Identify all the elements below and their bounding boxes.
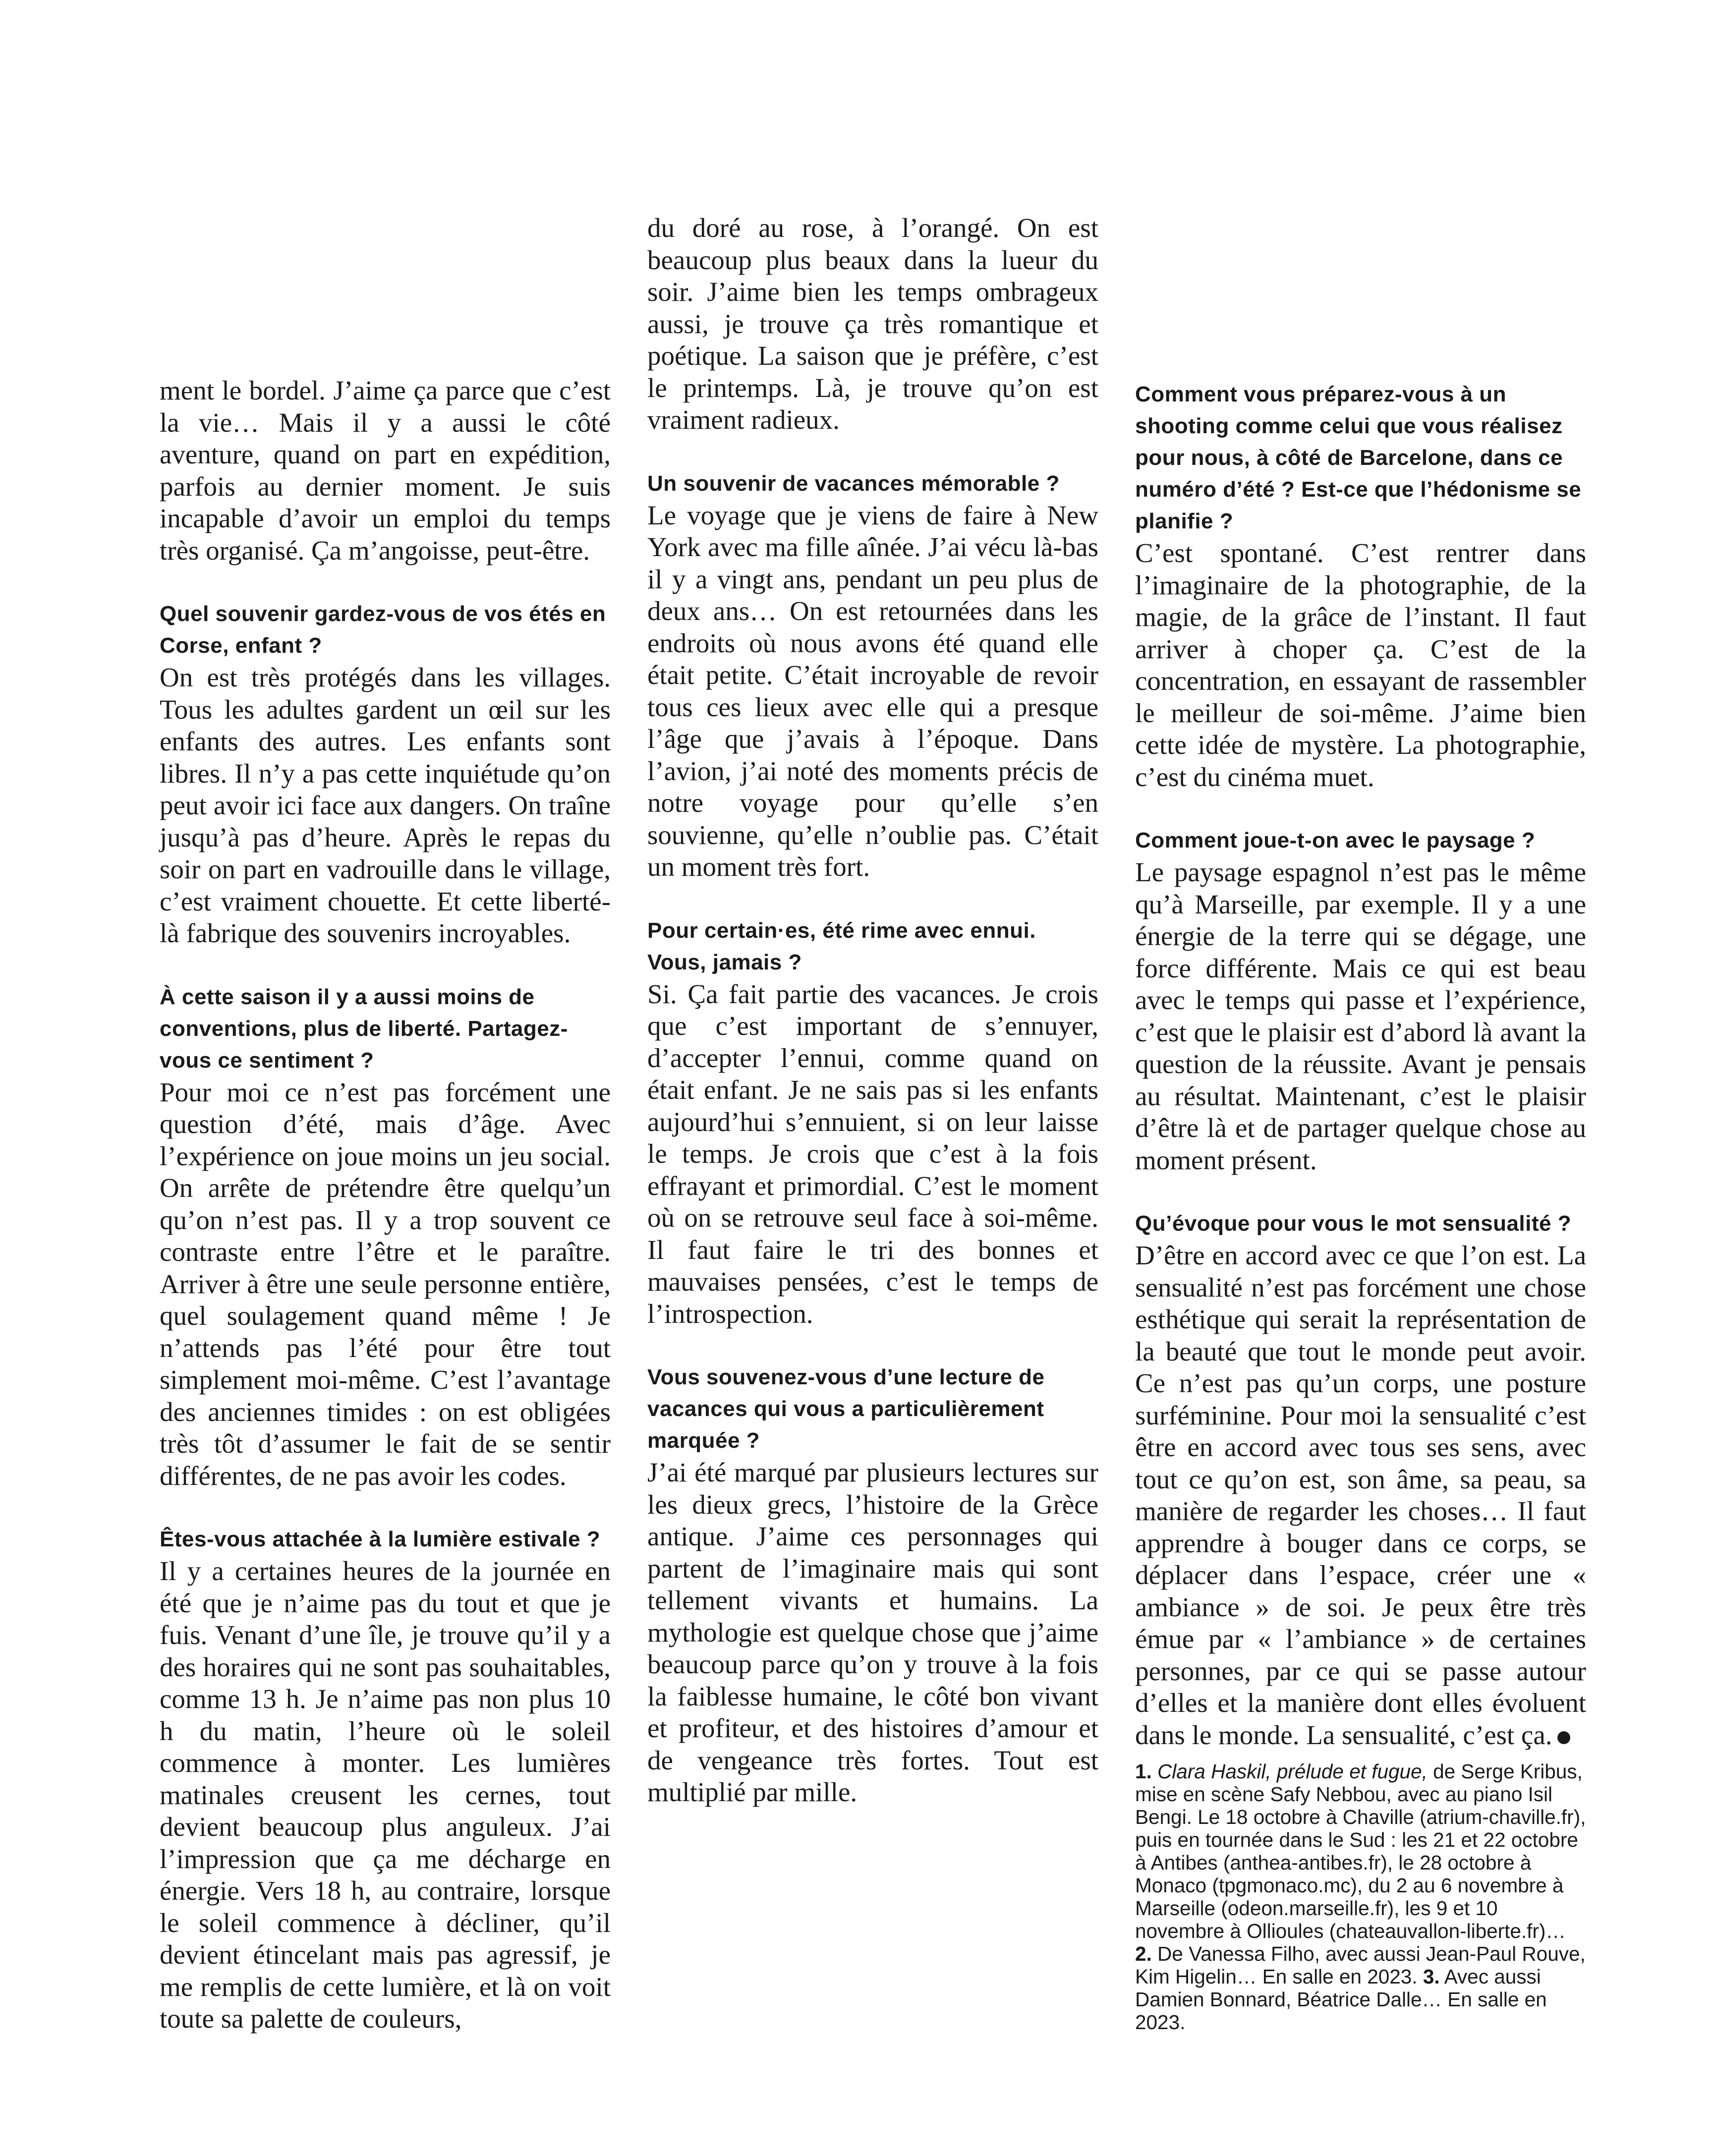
continued-answer: ment le bordel. J’aime ça parce que c’est la vie… Mais il y a aussi le côté aventure, quand on part en expédition, parfois au dernier moment. Je suis incapable d’avoir un emploi du temps très organisé. Ça m’angoisse, peut-être. <box>160 375 611 566</box>
question-lecture: Vous souvenez-vous d’une lecture de vacances qui vous a particulièrement marquée ? <box>647 1365 1045 1453</box>
footnotes <box>1135 1760 1586 2034</box>
footnote-1-text: de Serge Kribus, mise en scène Safy Nebbou, avec au piano Isil Bengi. Le 18 octobre à Chaville (atrium-chaville.fr), puis en tournée dans le Sud : les 21 et 22 octobre à Antibes (anthea-antibes.fr), le 28 octobre à Monaco (tpgmonaco.mc), du 2 au 6 novembre à Marseille (odeon.marseille.fr), les 9 et 10 novembre à Ollioules (chateauvallon-liberte.fr)… <box>1135 1760 1586 1942</box>
answer-sensualite-text: D’être en accord avec ce que l’on est. La sensualité n’est pas forcément une chose esthétique qui serait la représentation de la beauté que tout le monde peut avoir. Ce n’est pas qu’un corps, une posture surféminine. Pour moi la sensualité c’est être en accord avec tous ses sens, avec tout ce qu’on est, son âme, sa peau, sa manière de regarder les choses… Il faut apprendre à bouger dans ce corps, se déplacer dans l’espace, créer une « ambiance » de soi. Je peux être très émue par « l’ambiance » de certaines personnes, par ce qui se passe autour d’elles et la manière dont elles évoluent dans le monde. La sensualité, c’est ça. <box>1135 1240 1586 1750</box>
question-paysage: Comment joue-t-on avec le paysage ? <box>1135 828 1536 852</box>
answer-sensualite <box>1135 1240 1586 1751</box>
answer-shooting: C’est spontané. C’est rentrer dans l’imaginaire de la photographie, de la magie, de la grâce de l’instant. Il faut arriver à choper ça. C’est de la concentration, en essayant de rassembler le meilleur de soi-même. J’aime bien cette idée de mystère. La photographie, c’est du cinéma muet. <box>1135 538 1586 792</box>
footnote-3-text: Avec aussi Damien Bonnard, Béatrice Dalle… En salle en 2023. <box>1135 1965 1547 2034</box>
footnote-3-number: 3. <box>1423 1965 1440 1988</box>
answer-corse: On est très protégés dans les villages. Tous les adultes gardent un œil sur les enfants des autres. Les enfants sont libres. Il n’y a pas cette inquiétude qu’on peut avoir ici face aux dangers. On traîne jusqu’à pas d’heure. Après le repas du soir on part en vadrouille dans le village, c’est vraiment chouette. Et cette liberté-là fabrique des souvenirs incroyables. <box>160 662 611 948</box>
column-1 <box>160 375 611 2035</box>
continued-answer: du doré au rose, à l’orangé. On est beaucoup plus beaux dans la lueur du soir. J’aime bien les temps ombrageux aussi, je trouve ça très romantique et poétique. La saison que je préfère, c’est le printemps. Là, je trouve qu’on est vraiment radieux. <box>647 213 1098 435</box>
end-of-article-bullet-icon <box>1557 1731 1570 1744</box>
footnote-2-number: 2. <box>1135 1942 1152 1965</box>
footnote-2-text: De Vanessa Filho, avec aussi Jean-Paul Rouve, Kim Higelin… En salle en 2023. <box>1135 1942 1586 1988</box>
answer-paysage: Le paysage espagnol n’est pas le même qu’à Marseille, par exemple. Il y a une énergie de la terre qui se dégage, une force différente. Mais ce qui est beau avec le temps qui passe et l’expérience, c’est que le plaisir est d’abord là avant la question de la réussite. Avant je pensais au résultat. Maintenant, c’est le plaisir d’être là et de partager quelque chose au moment présent. <box>1135 857 1586 1175</box>
answer-souvenir: Le voyage que je viens de faire à New York avec ma fille aînée. J’ai vécu là-bas il y a vingt ans, pendant un peu plus de deux ans… On est retournées dans les endroits où nous avons été quand elle était petite. C’était incroyable de revoir tous ces lieux avec elle qui a presque l’âge que j’avais à l’époque. Dans l’avion, j’ai noté des moments précis de notre voyage pour qu’elle s’en souvienne, qu’elle n’oublie pas. C’était un moment très fort. <box>647 500 1098 882</box>
question-souvenir: Un souvenir de vacances mémorable ? <box>647 471 1060 496</box>
question-conventions: À cette saison il y a aussi moins de conventions, plus de liberté. Partagez-vous ce sentiment ? <box>160 984 568 1073</box>
answer-lecture: J’ai été marqué par plusieurs lectures sur les dieux grecs, l’histoire de la Grèce antique. J’aime ces personnages qui partent de l’imaginaire mais qui sont tellement vivants et humains. La mythologie est quelque chose que j’aime beaucoup parce qu’on y trouve à la fois la faiblesse humaine, le côté bon vivant et profiteur, et des histoires d’amour et de vengeance très fortes. Tout est multiplié par mille. <box>647 1457 1098 1807</box>
question-corse: Quel souvenir gardez-vous de vos étés en Corse, enfant ? <box>160 602 606 658</box>
question-shooting: Comment vous préparez-vous à un shooting comme celui que vous réalisez pour nous, à côté de Barcelone, dans ce numéro d’été ? Est-ce que l’hédonisme se planifie ? <box>1135 382 1582 533</box>
column-2 <box>647 212 1098 1809</box>
answer-lumiere: Il y a certaines heures de la journée en été que je n’aime pas du tout et que je fuis. Venant d’une île, je trouve qu’il y a des horaires qui ne sont pas souhaitables, comme 13 h. Je n’aime pas non plus 10 h du matin, l’heure où le soleil commence à monter. Les lumières matinales creusent les cernes, tout devient beaucoup plus anguleux. J’ai l’impression que ça me décharge en énergie. Vers 18 h, au contraire, lorsque le soleil commence à décliner, qu’il devient étincelant mais pas agressif, je me remplis de cette lumière, et là on voit toute sa palette de couleurs, <box>160 1556 611 2034</box>
answer-conventions: Pour moi ce n’est pas forcément une question d’été, mais d’âge. Avec l’expérience on joue moins un jeu social. On arrête de prétendre être quelqu’un qu’on n’est pas. Il y a trop souvent ce contraste entre l’être et le paraître. Arriver à être une seule personne entière, quel soulagement quand même ! Je n’attends pas l’été pour être tout simplement moi-même. C’est l’avantage des anciennes timides : on est obligées très tôt d’assumer le fait de se sentir différentes, de ne pas avoir les codes. <box>160 1077 611 1491</box>
question-lumiere: Êtes-vous attachée à la lumière estivale ? <box>160 1527 601 1551</box>
footnote-1-number: 1. <box>1135 1760 1152 1783</box>
column-3 <box>1135 379 1586 2034</box>
answer-ennui: Si. Ça fait partie des vacances. Je crois que c’est important de s’ennuyer, d’accepter l’ennui, comme quand on était enfant. Je ne sais pas si les enfants aujourd’hui s’ennuient, si on leur laisse le temps. Je crois que c’est à la fois effrayant et primordial. C’est le moment où on se retrouve seul face à soi-même. Il faut faire le tri des bonnes et mauvaises pensées, c’est le temps de l’introspection. <box>647 978 1098 1329</box>
question-sensualite: Qu’évoque pour vous le mot sensualité ? <box>1135 1211 1572 1236</box>
question-ennui: Pour certain·es, été rime avec ennui. Vous, jamais ? <box>647 918 1036 974</box>
footnote-1-title: Clara Haskil, prélude et fugue, <box>1157 1760 1428 1783</box>
